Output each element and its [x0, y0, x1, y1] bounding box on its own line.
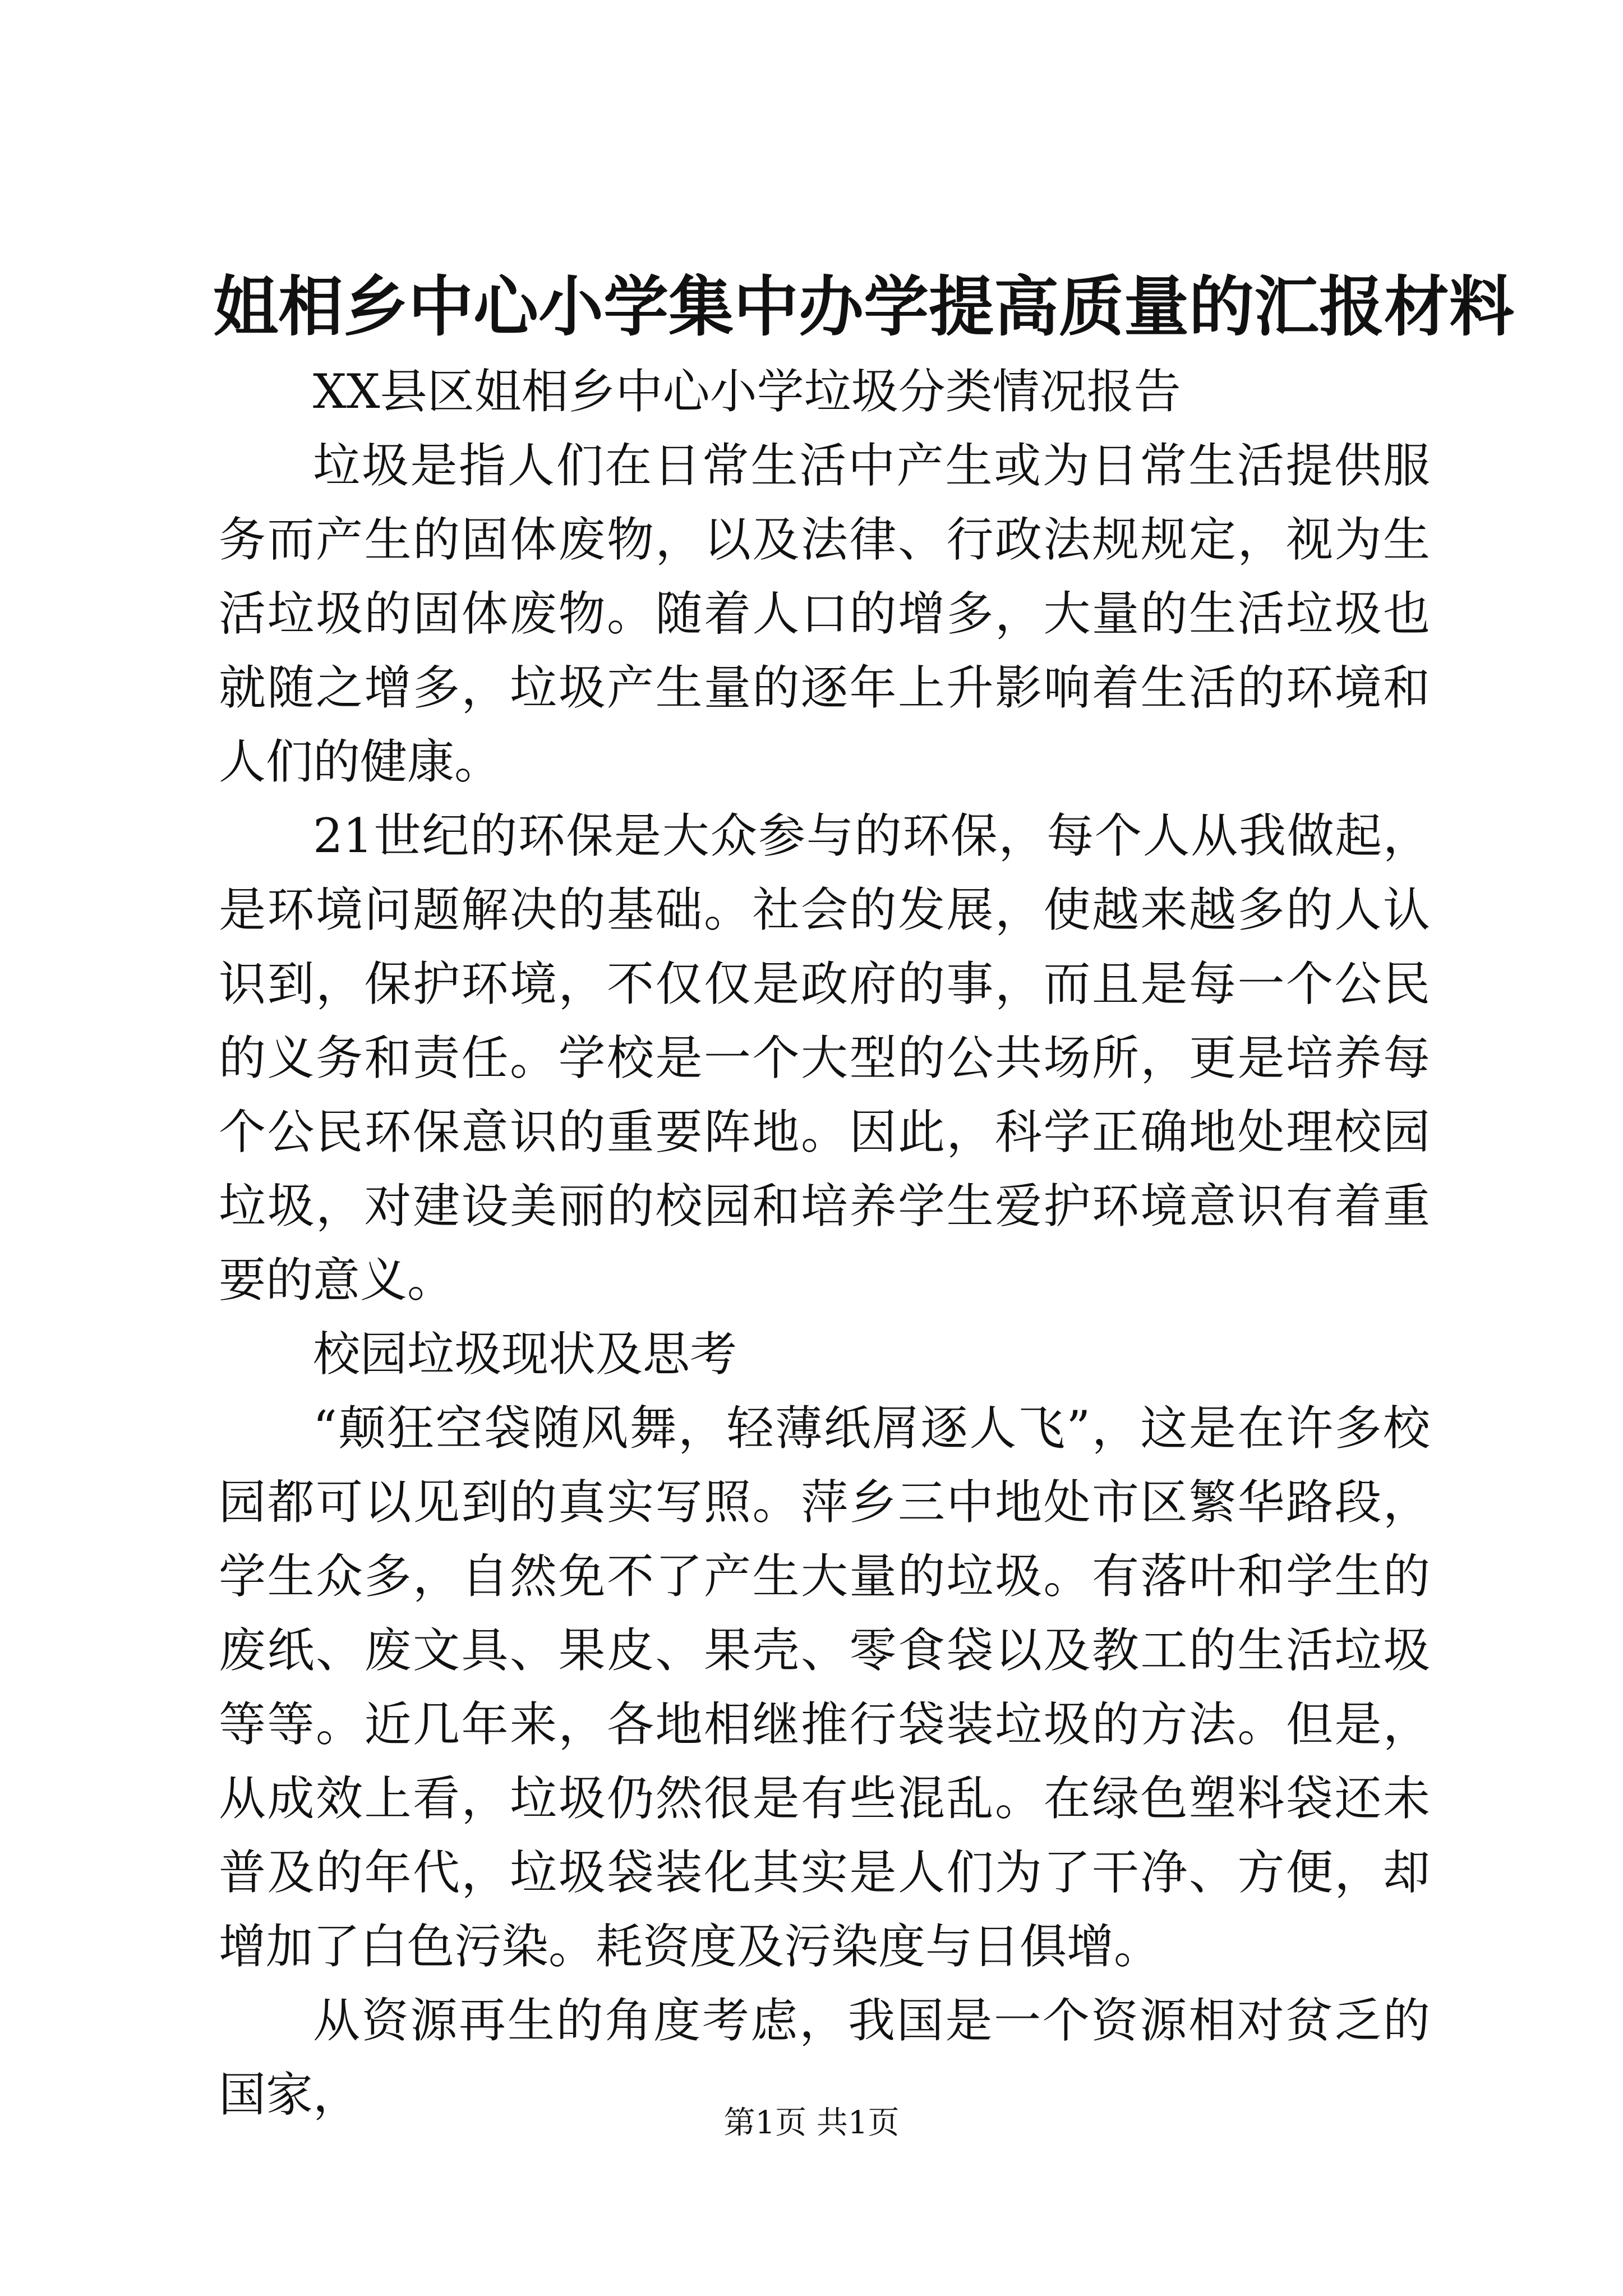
report-subtitle: XX县区姐相乡中心小学垃圾分类情况报告: [313, 364, 1181, 419]
page-footer: 第1页 共1页: [723, 2105, 900, 2141]
paragraph-resources: 从资源再生的角度考虑，我国是一个资源相对贫乏的国家，: [219, 1993, 1430, 2122]
paragraph-definition: 垃圾是指人们在日常生活中产生或为日常生活提供服务而产生的固体废物，以及法律、行政法规规定，视为生活垃圾的固体废物。随着人口的增多，大量的生活垃圾也就随之增多，垃圾产生量的逐年上升影响着生活的环境和人们的健康。: [219, 438, 1430, 789]
document-body: [219, 355, 1430, 2132]
section-heading: 校园垃圾现状及思考: [313, 1327, 737, 1382]
paragraph-campus-status: “颠狂空袋随风舞，轻薄纸屑逐人飞”，这是在许多校园都可以见到的真实写照。萍乡三中地处市区繁华路段，学生众多，自然免不了产生大量的垃圾。有落叶和学生的废纸、废文具、果皮、果壳、零食袋以及教工的生活垃圾等等。近几年来，各地相继推行袋装垃圾的方法。但是，从成效上看，垃圾仍然很是有些混乱。在绿色塑料袋还未普及的年代，垃圾袋装化其实是人们为了干净、方便，却增加了白色污染。耗资度及污染度与日俱增。: [219, 1401, 1430, 1974]
document-title: 姐相乡中心小学集中办学提高质量的汇报材料: [213, 269, 1514, 345]
paragraph-environment: 21世纪的环保是大众参与的环保，每个人从我做起，是环境问题解决的基础。社会的发展，使越来越多的人认识到，保护环境，不仅仅是政府的事，而且是每一个公民的义务和责任。学校是一个大型的公共场所，更是培养每个公民环保意识的重要阵地。因此，科学正确地处理校园垃圾，对建设美丽的校园和培养学生爱护环境意识有着重要的意义。: [219, 808, 1430, 1308]
